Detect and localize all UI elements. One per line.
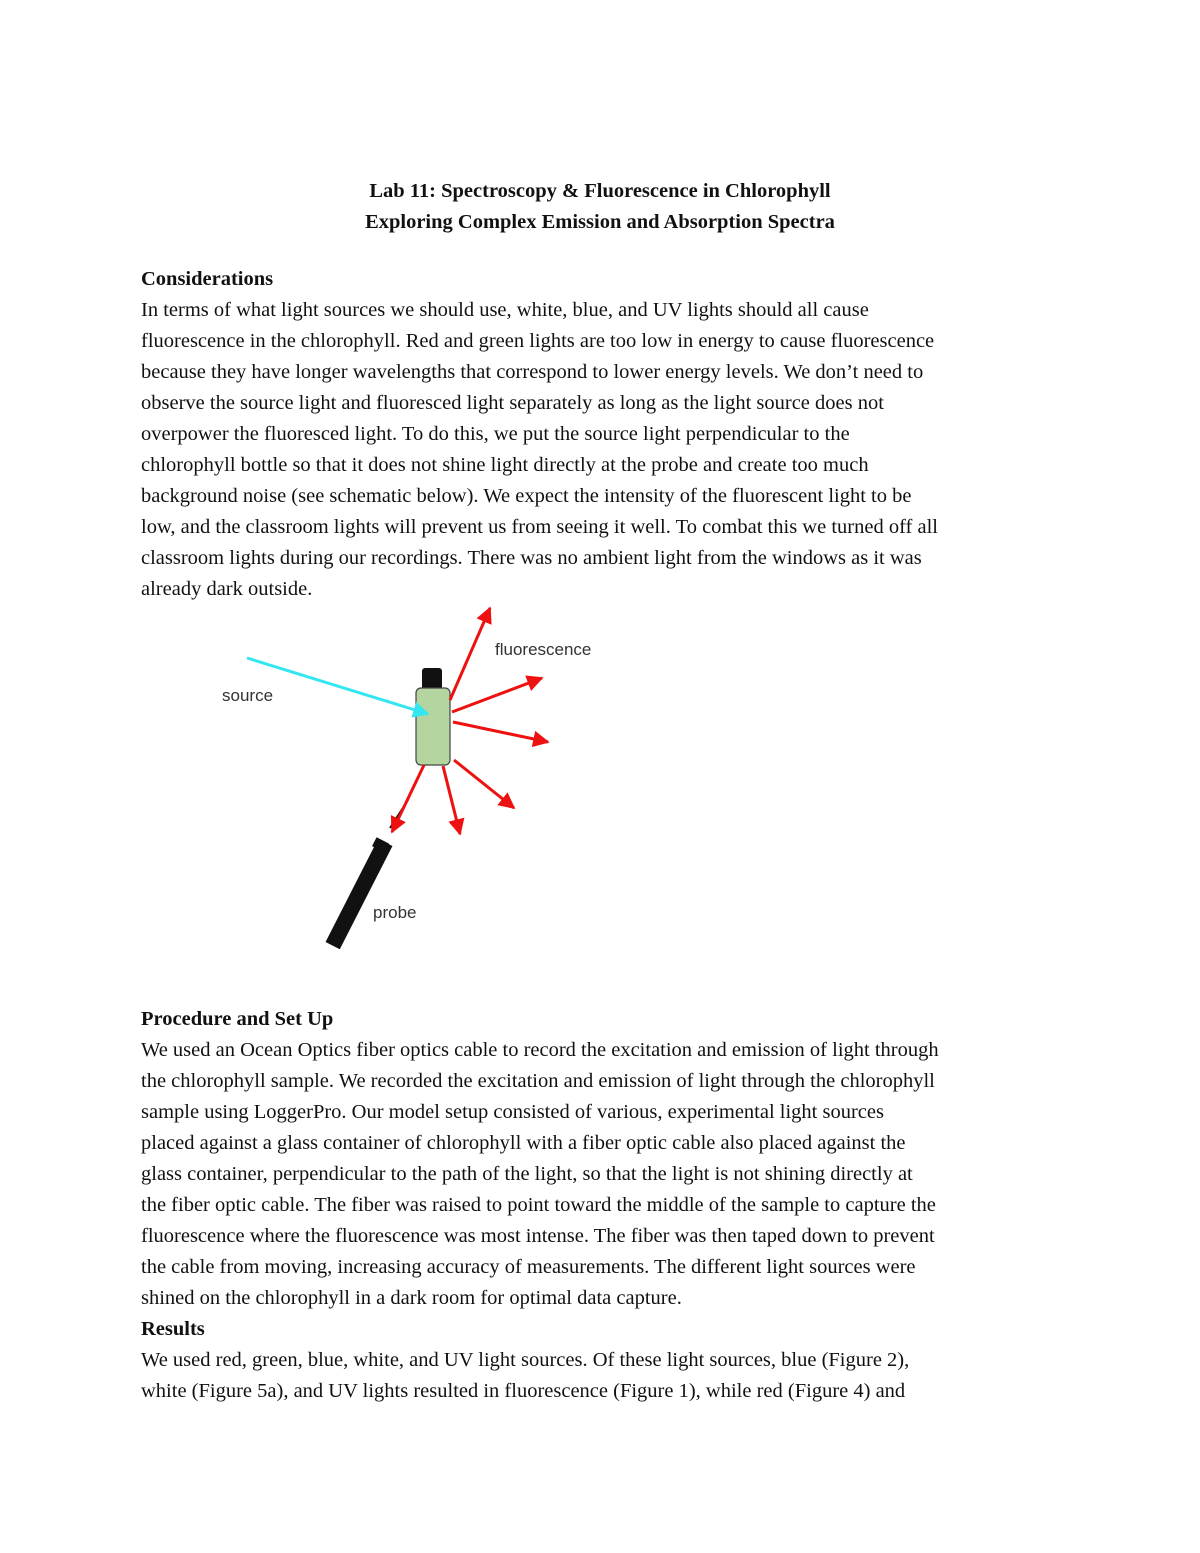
fluorescence-arrow	[392, 765, 424, 832]
text-line: fluorescence in the chlorophyll. Red and green lights are too low in energy to cause fluorescence	[141, 330, 935, 352]
text-line: the cable from moving, increasing accuracy of measurements. The different light sources were	[141, 1256, 916, 1278]
chlorophyll-bottle-icon	[416, 668, 450, 765]
document-title: Lab 11: Spectroscopy & Fluorescence in Chlorophyll	[369, 180, 831, 202]
text-line: low, and the classroom lights will prevent us from seeing it well. To combat this we turned off all	[141, 516, 938, 538]
text-line: We used an Ocean Optics fiber optics cable to record the excitation and emission of light through	[141, 1039, 939, 1061]
fluorescence-arrow	[454, 760, 514, 808]
text-line: the chlorophyll sample. We recorded the excitation and emission of light through the chlorophyll	[141, 1070, 935, 1092]
considerations-heading: Considerations	[141, 268, 274, 290]
text-line: because they have longer wavelengths that correspond to lower energy levels. We don’t need to	[141, 361, 924, 383]
text-line: classroom lights during our recordings. There was no ambient light from the windows as it was	[141, 547, 922, 569]
text-line: white (Figure 5a), and UV lights resulted in fluorescence (Figure 1), while red (Figure 4) and	[141, 1380, 906, 1402]
text-line: shined on the chlorophyll in a dark room for optimal data capture.	[141, 1287, 682, 1309]
fluorescence-schematic	[200, 600, 640, 975]
fluorescence-arrow	[450, 608, 490, 700]
text-line: fluorescence where the fluorescence was most intense. The fiber was then taped down to prevent	[141, 1225, 935, 1247]
text-line: overpower the fluoresced light. To do this, we put the source light perpendicular to the	[141, 423, 850, 445]
text-line: We used red, green, blue, white, and UV light sources. Of these light sources, blue (Figure 2),	[141, 1349, 910, 1371]
document-subtitle: Exploring Complex Emission and Absorption Spectra	[365, 211, 835, 233]
text-line: chlorophyll bottle so that it does not shine light directly at the probe and create too much	[141, 454, 869, 476]
fluorescence-label: fluorescence	[495, 640, 592, 659]
text-line: In terms of what light sources we should use, white, blue, and UV lights should all cause	[141, 299, 869, 321]
text-line: sample using LoggerPro. Our model setup consisted of various, experimental light sources	[141, 1101, 884, 1123]
probe-label: probe	[373, 903, 417, 922]
procedure-paragraph	[141, 1035, 1071, 1314]
source-label: source	[222, 686, 274, 705]
fluorescence-arrow	[453, 722, 548, 742]
fluorescence-arrow	[452, 678, 542, 712]
procedure-heading: Procedure and Set Up	[141, 1008, 334, 1030]
text-line: glass container, perpendicular to the path of the light, so that the light is not shining directly at	[141, 1163, 913, 1185]
text-line: the fiber optic cable. The fiber was raised to point toward the middle of the sample to capture the	[141, 1194, 936, 1216]
fluorescence-arrow	[443, 766, 460, 834]
results-paragraph	[141, 1345, 1071, 1407]
text-line: background noise (see schematic below). We expect the intensity of the fluorescent light to be	[141, 485, 912, 507]
considerations-paragraph	[141, 295, 1071, 605]
text-line: already dark outside.	[141, 578, 313, 600]
source-beam-arrow	[247, 658, 428, 714]
results-heading: Results	[141, 1318, 205, 1340]
text-line: observe the source light and fluoresced light separately as long as the light source does not	[141, 392, 884, 414]
text-line: placed against a glass container of chlorophyll with a fiber optic cable also placed against the	[141, 1132, 906, 1154]
